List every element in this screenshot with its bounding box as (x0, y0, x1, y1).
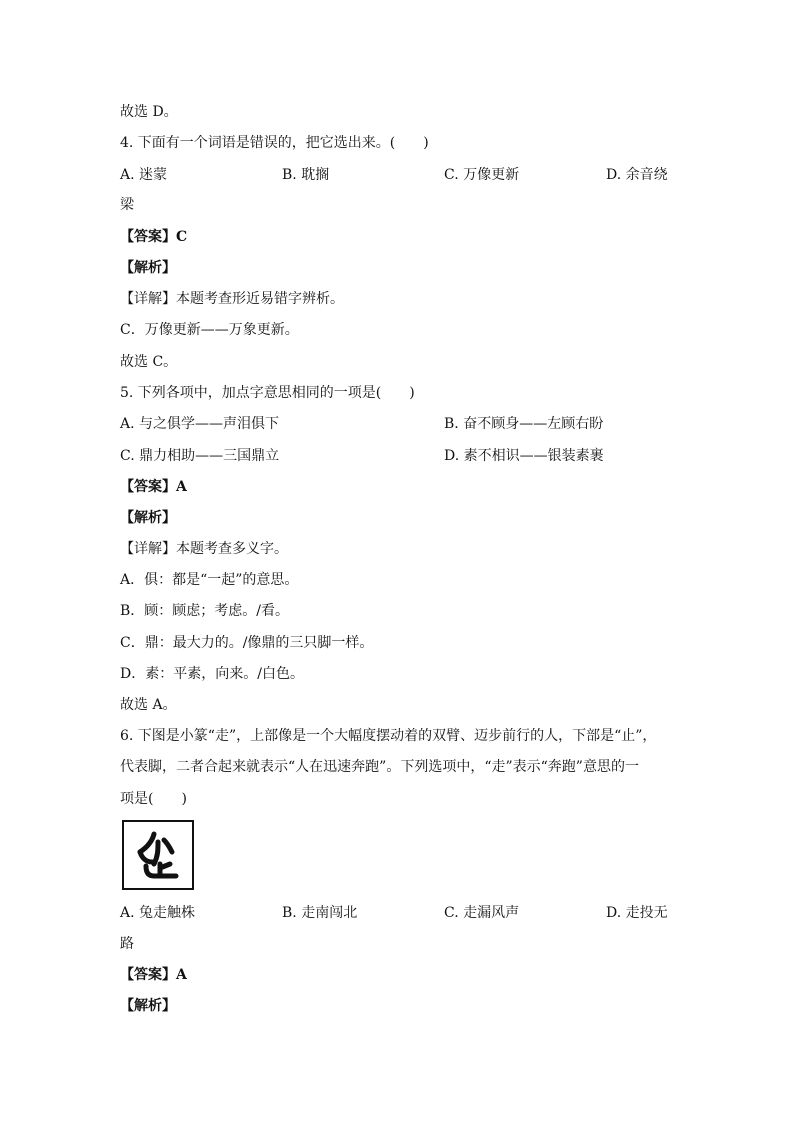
seal-character-icon (124, 822, 192, 888)
q6-option-c: C. 走漏风声 (444, 905, 520, 921)
q5-conclusion: 故选 A。 (120, 697, 177, 713)
q5-explanation-b: B．顾：顾虑；考虑。/看。 (120, 603, 290, 619)
q6-answer: 【答案】A (120, 967, 187, 983)
q6-option-d-continued: 路 (120, 936, 134, 952)
question-6-stem-line-3: 项是( ) (120, 791, 187, 807)
question-5-stem: 5. 下列各项中，加点字意思相同的一项是( ) (120, 385, 415, 401)
q5-explanation-d: D．素：平素，向来。/白色。 (120, 666, 304, 682)
q4-explanation-c: C．万像更新——万象更新。 (120, 322, 299, 338)
q5-analysis-heading: 【解析】 (120, 510, 176, 526)
answer-conclusion-d: 故选 D。 (120, 104, 178, 120)
q4-option-d: D. 余音绕 (606, 167, 668, 183)
q4-answer: 【答案】C (120, 229, 188, 245)
q6-option-b: B. 走南闯北 (282, 905, 358, 921)
q6-option-a: A. 兔走触株 (120, 905, 196, 921)
q5-option-a: A. 与之俱学——声泪俱下 (120, 416, 280, 432)
q5-explanation-c: C．鼎：最大力的。/像鼎的三只脚一样。 (120, 635, 374, 651)
q4-option-a: A. 迷蒙 (120, 167, 168, 183)
seal-script-zou-image (122, 820, 194, 890)
question-6-stem-line-2: 代表脚，二者合起来就表示“人在迅速奔跑”。下列选项中，“走”表示“奔跑”意思的一 (120, 759, 639, 775)
q4-analysis-heading: 【解析】 (120, 260, 176, 276)
q4-detail: 【详解】本题考查形近易错字辨析。 (120, 291, 344, 307)
q4-option-b: B. 耽搁 (282, 167, 330, 183)
q5-option-c: C. 鼎力相助——三国鼎立 (120, 448, 280, 464)
q4-option-c: C. 万像更新 (444, 167, 520, 183)
q5-option-b: B. 奋不顾身——左顾右盼 (444, 416, 604, 432)
q4-conclusion: 故选 C。 (120, 354, 178, 370)
q4-option-d-continued: 梁 (120, 197, 134, 213)
q5-detail: 【详解】本题考查多义字。 (120, 541, 288, 557)
q5-answer: 【答案】A (120, 479, 187, 495)
q5-explanation-a: A．俱：都是“一起”的意思。 (120, 572, 299, 588)
q5-option-d: D. 素不相识——银装素裹 (444, 448, 604, 464)
question-6-stem-line-1: 6. 下图是小篆“走”，上部像是一个大幅度摆动着的双臂、迈步前行的人，下部是“止”， (120, 728, 657, 744)
question-4-stem: 4. 下面有一个词语是错误的，把它选出来。( ) (120, 135, 429, 151)
q6-option-d: D. 走投无 (606, 905, 668, 921)
q6-analysis-heading: 【解析】 (120, 998, 176, 1014)
